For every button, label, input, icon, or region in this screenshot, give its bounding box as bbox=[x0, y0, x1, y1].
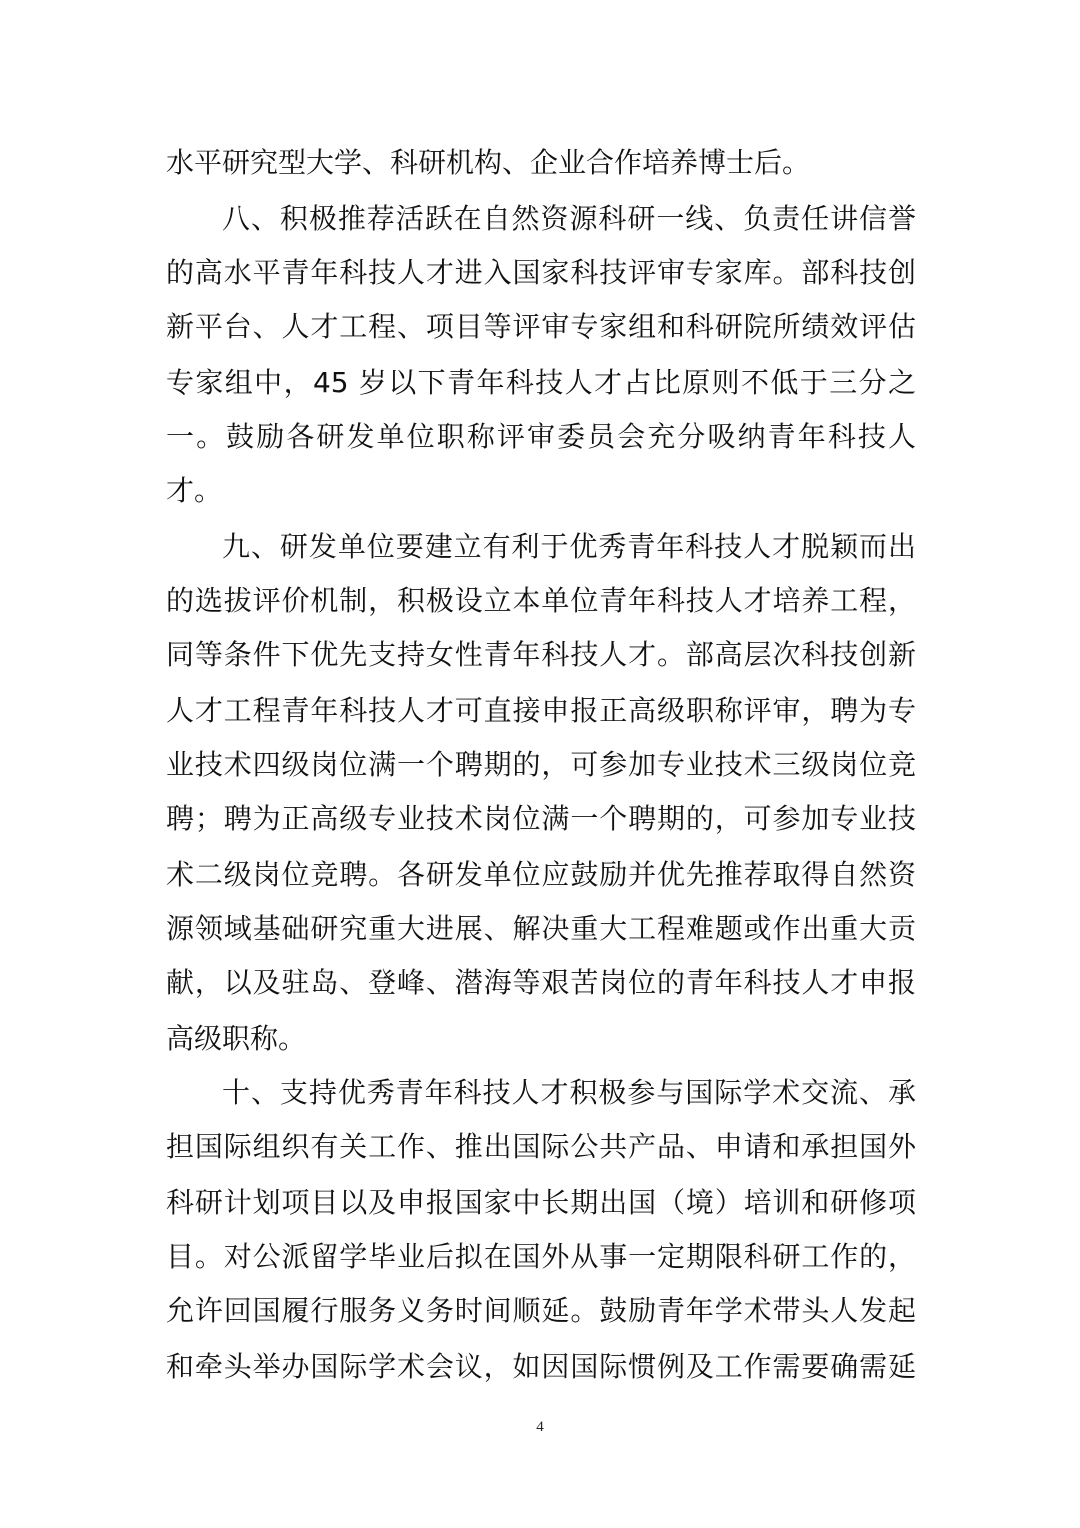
paragraph-8-first-line: 八、积极推荐活跃在自然资源科研一线、负责任讲信誉 bbox=[222, 202, 916, 235]
text-line: 高级职称。 bbox=[166, 1022, 307, 1055]
text-line: 才。 bbox=[166, 474, 223, 507]
text-line: 同等条件下优先支持女性青年科技人才。部高层次科技创新 bbox=[166, 638, 916, 671]
text-line: 的选拔评价机制，积极设立本单位青年科技人才培养工程， bbox=[166, 584, 916, 617]
text-line: 源领域基础研究重大进展、解决重大工程难题或作出重大贡 bbox=[166, 912, 916, 945]
text-line: 的高水平青年科技人才进入国家科技评审专家库。部科技创 bbox=[166, 256, 916, 289]
text-line: 业技术四级岗位满一个聘期的，可参加专业技术三级岗位竞 bbox=[166, 748, 916, 781]
paragraph-10-first-line: 十、支持优秀青年科技人才积极参与国际学术交流、承 bbox=[222, 1076, 916, 1109]
text-line: 专家组中，45 岁以下青年科技人才占比原则不低于三分之 bbox=[166, 366, 916, 399]
text-line: 人才工程青年科技人才可直接申报正高级职称评审，聘为专 bbox=[166, 694, 916, 727]
text-line: 术二级岗位竞聘。各研发单位应鼓励并优先推荐取得自然资 bbox=[166, 858, 916, 891]
paragraph-9-first-line: 九、研发单位要建立有利于优秀青年科技人才脱颖而出 bbox=[222, 530, 916, 563]
text-line: 允许回国履行服务义务时间顺延。鼓励青年学术带头人发起 bbox=[166, 1294, 916, 1327]
text-line: 和牵头举办国际学术会议，如因国际惯例及工作需要确需延 bbox=[166, 1350, 916, 1383]
text-line: 献，以及驻岛、登峰、潜海等艰苦岗位的青年科技人才申报 bbox=[166, 966, 916, 999]
page-number: 4 bbox=[536, 1419, 544, 1435]
text-line: 聘；聘为正高级专业技术岗位满一个聘期的，可参加专业技 bbox=[166, 802, 916, 835]
text-line: 担国际组织有关工作、推出国际公共产品、申请和承担国外 bbox=[166, 1130, 916, 1163]
text-line: 新平台、人才工程、项目等评审专家组和科研院所绩效评估 bbox=[166, 310, 916, 343]
text-line: 科研计划项目以及申报国家中长期出国（境）培训和研修项 bbox=[166, 1186, 916, 1219]
text-line: 水平研究型大学、科研机构、企业合作培养博士后。 bbox=[166, 146, 811, 179]
text-line: 一。鼓励各研发单位职称评审委员会充分吸纳青年科技人 bbox=[166, 420, 916, 453]
text-line: 目。对公派留学毕业后拟在国外从事一定期限科研工作的， bbox=[166, 1240, 916, 1273]
